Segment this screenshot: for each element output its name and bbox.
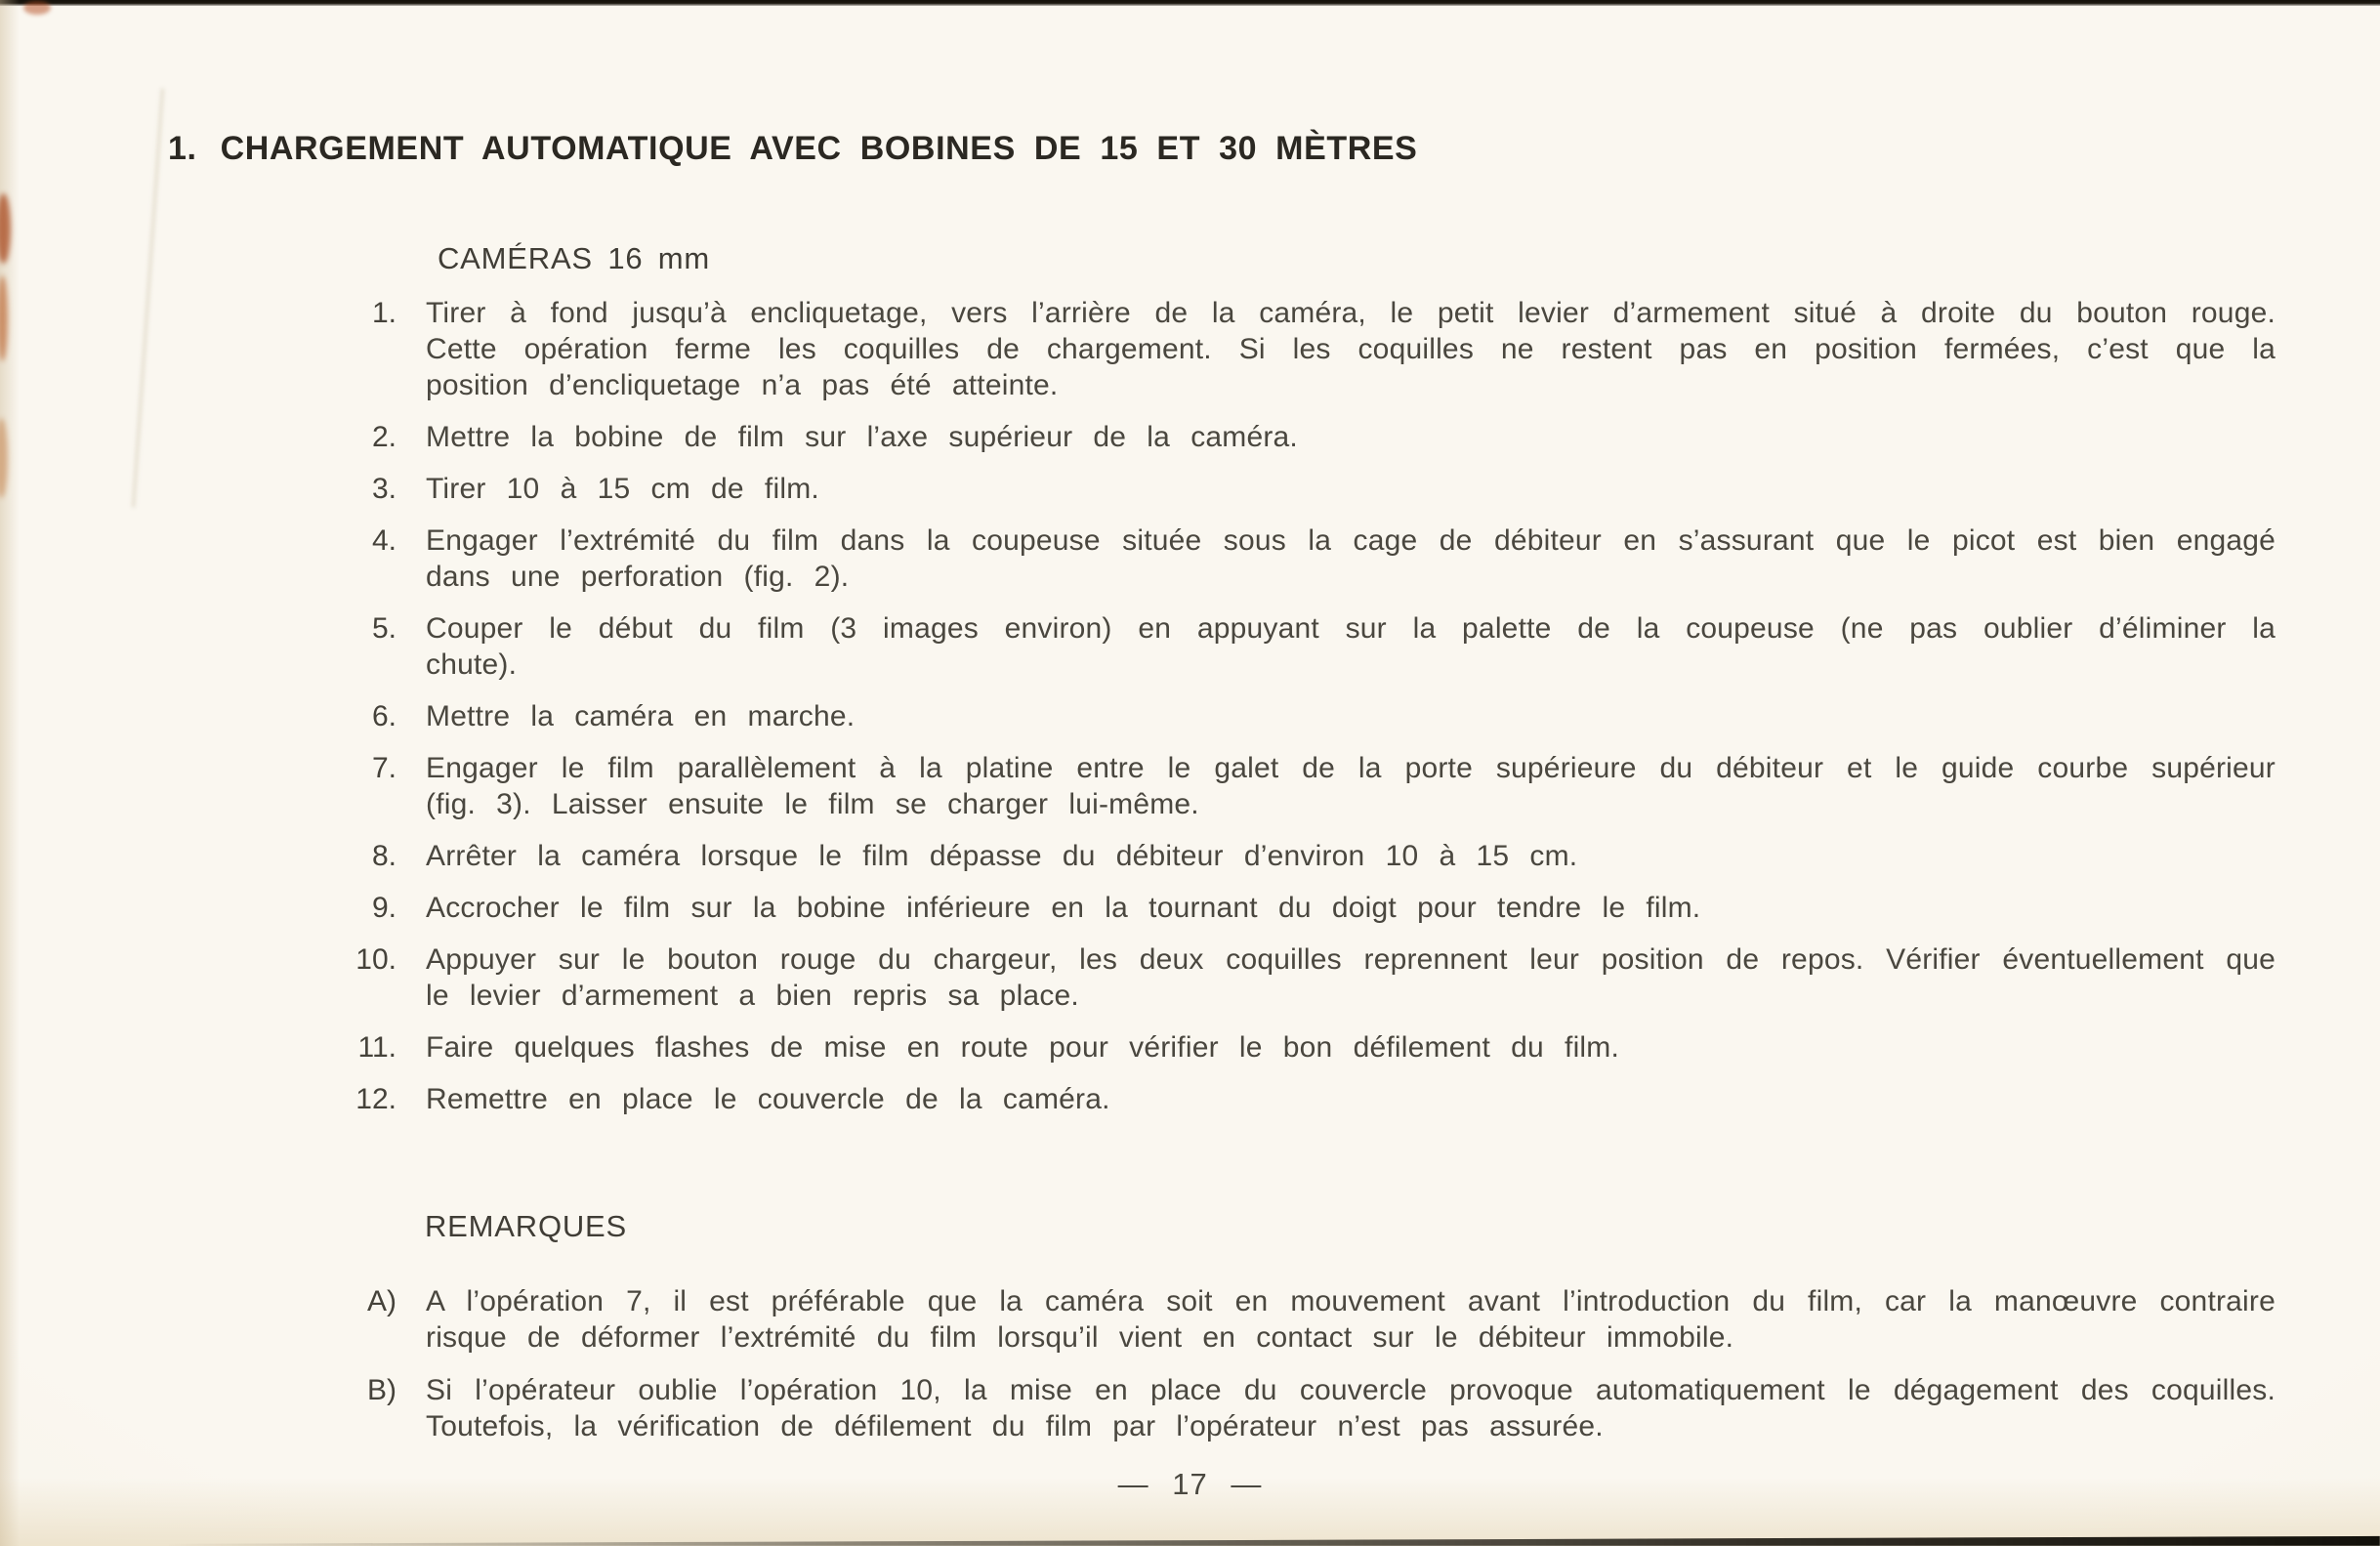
step-text: Faire quelques flashes de mise en route pour vérifier le bon défilement du film. <box>426 1031 1620 1064</box>
remark-row <box>0 1372 2380 1444</box>
remark-row <box>0 1283 2380 1356</box>
step-number: 8. <box>371 840 397 872</box>
remarks-heading: REMARQUES <box>425 1209 628 1243</box>
subheading: CAMÉRAS 16 mm <box>438 241 711 275</box>
remark-marker: B) <box>367 1374 397 1406</box>
page-number: — 17 — <box>1117 1467 1263 1501</box>
remarks-section <box>0 1209 2380 1461</box>
remark-marker: A) <box>367 1285 397 1317</box>
step-number: 6. <box>371 700 397 732</box>
step-number: 12. <box>355 1083 397 1115</box>
step-text: Appuyer sur le bouton rouge du chargeur, les deux coquilles reprennent leur position de repos. Vérifier éventuellement que le levier d’armement a bien repris sa place. <box>426 943 2276 1012</box>
step-number: 1. <box>371 297 397 329</box>
step-number: 9. <box>371 892 397 924</box>
step-row <box>0 698 2380 734</box>
step-row <box>0 522 2380 595</box>
step-number: 11. <box>357 1031 397 1064</box>
remark-text: A l’opération 7, il est préférable que la caméra soit en mouvement avant l’introduction du film, car la manœuvre contraire risque de déformer l’extrémité du film lorsqu’il vient en contact sur le débiteur immobile. <box>426 1285 2276 1354</box>
step-number: 10. <box>355 943 397 976</box>
step-row <box>0 295 2380 403</box>
rust-stain <box>23 1 51 15</box>
step-row <box>0 838 2380 874</box>
step-number: 7. <box>371 752 397 784</box>
step-row <box>0 1029 2380 1065</box>
step-row <box>0 610 2380 683</box>
step-text: Arrêter la caméra lorsque le film dépasse du débiteur d’environ 10 à 15 cm. <box>426 840 1578 872</box>
remark-text: Si l’opérateur oublie l’opération 10, la mise en place du couvercle provoque automatiquement le dégagement des coquilles. Toutefois, la vérification de défilement du film par l’opérateur n’est pas assurée. <box>426 1374 2276 1442</box>
step-number: 3. <box>371 473 397 505</box>
step-text: Remettre en place le couvercle de la caméra. <box>426 1083 1110 1115</box>
step-number: 2. <box>371 421 397 453</box>
step-row <box>0 1081 2380 1117</box>
step-text: Engager l’extrémité du film dans la coupeuse située sous la cage de débiteur en s’assurant que le picot est bien engagé dans une perforation (fig. 2). <box>426 524 2276 593</box>
step-row <box>0 941 2380 1014</box>
step-text: Tirer à fond jusqu’à encliquetage, vers l’arrière de la caméra, le petit levier d’armement situé à droite du bouton rouge. Cette opération ferme les coquilles de chargement. Si les coquilles ne restent pas en position fermées, c’est que la position d’encliquetage n’a pas été atteinte. <box>426 297 2276 401</box>
step-row <box>0 890 2380 926</box>
step-text: Tirer 10 à 15 cm de film. <box>426 473 819 505</box>
step-number: 4. <box>371 524 397 557</box>
step-row <box>0 419 2380 455</box>
scan-bottom-edge <box>166 1535 2380 1546</box>
section-title <box>168 130 2263 168</box>
step-text: Mettre la caméra en marche. <box>426 700 856 732</box>
step-number: 5. <box>371 612 397 645</box>
step-row <box>0 471 2380 507</box>
step-text: Mettre la bobine de film sur l’axe supérieur de la caméra. <box>426 421 1298 453</box>
section-title-number: 1. <box>168 130 197 167</box>
section-title-text: CHARGEMENT AUTOMATIQUE AVEC BOBINES DE 15 ET 30 MÈTRES <box>220 130 1418 167</box>
scan-top-edge <box>0 0 2380 6</box>
step-row <box>0 750 2380 822</box>
step-text: Accrocher le film sur la bobine inférieure en la tournant du doigt pour tendre le film. <box>426 892 1701 924</box>
step-text: Engager le film parallèlement à la platine entre le galet de la porte supérieure du débiteur et le guide courbe supérieur (fig. 3). Laisser ensuite le film se charger lui-même. <box>426 752 2276 820</box>
steps-list <box>0 295 2380 1133</box>
step-text: Couper le début du film (3 images environ) en appuyant sur la palette de la coupeuse (ne pas oublier d’éliminer la chute). <box>426 612 2276 681</box>
